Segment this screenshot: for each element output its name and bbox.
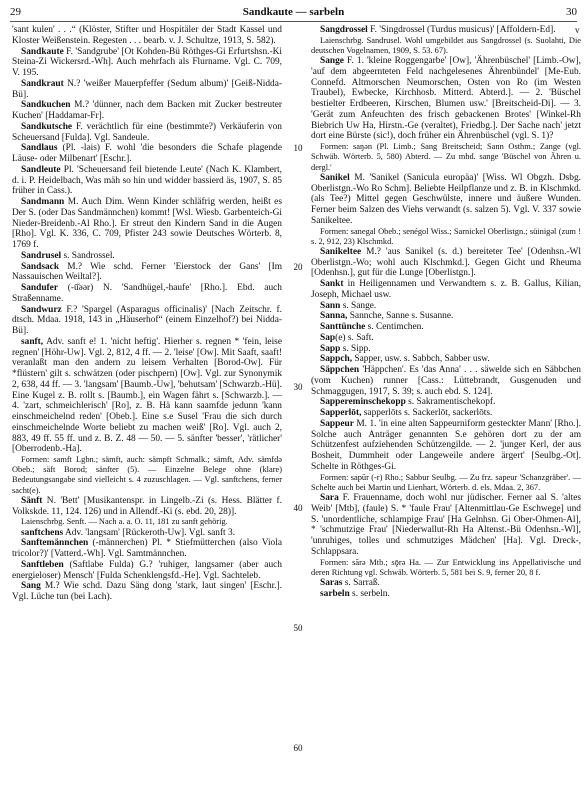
right-column: [311, 25, 581, 793]
left-column-entry: Sandlaus (Pl. -lǝis) F. wohl 'die besonders die Schafe plagende Läuse- oder Milbenart' [Eschr.].: [12, 143, 282, 164]
right-column-entry: Formen: sanegal Obeb.; senégol Wiss.; Sarnickel Oberlistgn.; süinigǝl (zum ! s. 2, 912, 23) Klschmkd.: [311, 226, 581, 246]
line-number-30: 30: [293, 382, 303, 392]
right-column-entry: Säppchen 'Häppchen'. Es 'das Anna' . . . säwelde sich en Säbbchen (vom Kuchen) runner [Cass.: Lüttebrandt, Gusgenuden und Schmaggugen, 1917, S. 39; s. auch ebd. S. 124].: [311, 365, 581, 397]
right-column-entry: Sange F. 1. 'kleine Roggengarbe' [Ow], 'Ährenbüschel' [Limb.-Ow], 'auf dem abgeernteten Feld nachgelesenes Ährenbündel' [Me-Eub. Connefd. Altmorschen Neumorschen, Osten von Ro (im Westen Traubel), Ewbecke, Kirchhosb. Mitterd. Abterd.]. — 2. 'Büschel bestielter Erdbeeren, Kirschen, Blumen usw.' [Breitscheid-Di]. — 3. 'Gerät zum Anfeuchten des frisch gebackenen Brotes' [Winkel-Rh Biebrich Uw Ha, Hirstn.-Ge (veraltet), Friedbg.]. Der Sache nach' jetzt dort eine Bürste (sic!), doch früher ein Ährenbüschel (vgl. S. 1)?: [311, 56, 581, 142]
left-column-entry: Sandkaute F. 'Sandgrube' [Ot Kohden-Bü Röthges-Gi Erfurtshsn.-Ki Steina-Zi Wickersrd.-Wh]. Auch mehrfach als Flurname. Vgl. C. 709, V. 195.: [12, 46, 282, 78]
left-column-entry: 'sant kulen' . . .“ (Klöster, Stifter und Hospitäler der Stadt Kassel und Kloster Weißenstein. Regesten . . . bearb. v. J. Schultze, 1913, S. 582).: [12, 25, 282, 46]
page-header: [10, 6, 577, 20]
page-number-right: 30: [566, 6, 577, 18]
left-column-entry: Sandrusel s. Sandrossel.: [21, 250, 115, 261]
line-number-20: 20: [293, 262, 303, 272]
right-column-entry: Santtünche s. Centimchen.: [320, 322, 424, 333]
right-column-entry: Sangdrossel F. 'Singdrossel (Turdus musicus)' [Affoldern-Ed].: [320, 25, 556, 35]
line-number-50: 50: [293, 623, 303, 633]
left-column: [12, 25, 282, 793]
right-column-entry: Sap(e) s. Saft.: [320, 332, 374, 343]
right-column-entry: Sappereminschekopp s. Sakramentischekopf.: [320, 397, 496, 408]
right-column-entry: Sappeur M. 1. 'in eine alten Sappeurniform gesteckter Mann' [Rho.]. Solche auch Anträger genannten S.e gehören dort zu der am Schützenfest aufziehenden Schützengilde. — 2. 'junger Kerl, der aus Bosheit, Dummheit oder Langeweile andere ärgert' [Seulbg.-Ot]. Schelte in Röthges-Gi.: [311, 418, 581, 472]
left-column-entry: sanft, Adv. sanft e! 1. 'nicht heftig'. Hierher s. regnen * 'fein, leise regnen' [Höhr-Uw]. Vgl. 2, 812, 4 ff. — 2. 'leise' [Ow]. Mit Saaft, saaft! veranlaßt man den andern zu leisem Verhalten [Borod-Ow]. Für *flüstern' gilt s. schwätzen (oder pischpern) [Ow]. Vgl. zur Synonymik 2, 638, 44 ff. — 3. 'langsam' [Baumb.-Uw], 'behutsam' [Schwarzb.-Hü]. Eine Kugel z. B. rollt s. [Baumb.], ein Wagen fährt s. [Schwarzb.]. — 4. 'zart, schmeichlerisch' [Ro], z. B. Hä kann saamfde jedunn 'kann einschmeichelnd reden' [Obeb.]. Eine s.e Susel 'Frau die sich durch einschmeichelnde Worte beliebt zu machen weiß' [Ro]. Vgl. auch 2, 883, 49 ff. 55 ff. und z. B. Z. 48 — 50. — 5. sänfter 'besser', 'rätlicher' [Oberrodenb.-Ha].: [12, 336, 282, 455]
left-column-entry: Sandkutsche F. verächtlich für eine (bestimmte?) Verkäuferin von Scheuersand [Fulda]. Vgl. Sandeule.: [12, 121, 282, 143]
right-column-entry: Sappch, Sapper, usw. s. Sabbch, Sabber usw.: [320, 354, 490, 365]
left-column-entry: Sanftleben (Saftlabe Fulda) G.? 'ruhiger, langsamer (aber auch energieloser) Mensch' [Fulda Schenklengsfd.-He]. Vgl. Sachteleb.: [12, 559, 282, 581]
left-column-entry: sanftchens Adv. 'langsam' [Rückeroth-Uw]. Vgl. sanft 3.: [21, 527, 236, 538]
line-number-10: 10: [293, 143, 303, 153]
left-column-entry: Sandsack M.? Wie schd. Ferner 'Eierstock der Gans' [Im Nassauischen Weiltal?].: [12, 261, 282, 283]
left-column-entry: Sanftemännchen (-männerchen) Pl. * Stiefmütterchen (also Viola tricolor?)' [Vatterd.-Wh]. Vgl. Samtmännchen.: [12, 538, 282, 560]
margin-tick: v: [575, 25, 580, 35]
right-column-entry: Sankt in Heiligennamen und Verwandtem s. z. B. Gallus, Kilian, Joseph, Michael usw.: [311, 279, 581, 300]
left-column-entry: Sandufer (-ū̆ǝǝr) N. 'Sandhügel,-haufe' [Rho.]. Ebd. auch Straßenname.: [12, 283, 282, 304]
right-column-entry: Laienschrbg. Sandrusel. Wohl umgebildet aus Sangdrossel (s. Suolahti, Die deutschen Vogelnamen, 1909, S. 53. 67).: [311, 35, 581, 55]
left-column-entry: Laienschrbg. Senft. — Nach a. a. O. 11, 181 zu sanft gehörig.: [21, 517, 228, 527]
right-column-entry: Sanna, Sannche, Sanne s. Susanne.: [320, 311, 454, 322]
line-number-60: 60: [293, 743, 303, 753]
left-column-entry: Sänft N. 'Bett' [Musikantenspr. in Lingelb.-Zi (s. Hess. Blätter f. Volkskde. 11, 124. 126) und in Allendf.-Ki (s. ebd. 20, 28)].: [12, 495, 282, 517]
right-column-entry: Formen: sārǝ Mtb.; sǭrǝ Ha. — Zur Entwicklung ins Appellativische und deren Richtung vgl. Schwäb. Wörterb. 5, 581 bei S. 9, ferner 20, 8 f.: [311, 557, 581, 577]
left-column-entry: Sandmann M. Auch Dim. Wenn Kinder schläfrig werden, heißt es Der S. (oder Das Sandmännchen) kommt! [Wsl. Wiesb. Garbenteich-Gi Nieder-Breidenb.-Al Rho.]. Er streut den Kindern Sand in die Augen [Rho]. Vgl. K. 336, C. 709, Pfister 243 sowie Deutsches Wörterb. 8, 1769 f.: [12, 197, 282, 250]
right-column-entry: Sanikeltee M.? 'aus Sanikel (s. d.) bereiteter Tee' [Odenhsn.-Wl Oberlistgn.-Wo; wohl auch Klschmkd.]. Gegen Gicht und Rheuma [Odenhsn.], gut für die Lunge [Oberlistgn.].: [311, 246, 581, 279]
right-column-entry: Sapp s. Sipp.: [320, 343, 371, 354]
right-column-entry: Sanikel M. 'Sanikel (Sanicula europäa)' [Wiss. Wl Obgzh. Dsbg. Oberlistgn.-Wo Ro Schm]. Beliebte Heilpflanze und z. B. in Klschmkd. (als Tee?) Mittel gegen Geschwülste, innere und äußere Wunden. Ferner beim Salzen des Viehs verwandt (s. salzen 5). Vgl. V. 337 sowie Sanikeltee.: [311, 172, 581, 226]
right-column-entry: Sann s. Sange.: [320, 300, 377, 311]
header-rule: [10, 21, 577, 22]
right-column-entry: Saras s. Sarraß.: [320, 577, 380, 588]
line-number-40: 40: [293, 503, 303, 513]
right-column-entry: sarbeln s. serbeln.: [320, 588, 390, 599]
left-column-entry: Sandkraut N.? 'weißer Mauerpfeffer (Sedum album)' [Geiß-Nidda-Bü].: [12, 78, 282, 100]
left-column-entry: Sandkuchen M.? 'dünner, nach dem Backen mit Zucker bestreuter Kuchen' [Haddamar-Fr].: [12, 100, 282, 121]
right-column-entry: Formen: sapūr (-r) Rho.; Sabbur Seulbg. — Zu frz. sapeur 'Schanzgräber'. — Schelte auch bei Martin und Lienhart, Wörterb. d. els. Mdaa. 2, 367.: [311, 472, 581, 492]
page-number-left: 29: [10, 6, 21, 18]
right-column-entry: Formen: saŋǝn (Pl. Limb.; Sang Breitscheid; Sann Osthm.; Zange (vgl. Schwäb. Wörterb. 5, 580) Abterd. — Zu mhd. sange 'Büschel von Ähren u. dergl.': [311, 142, 581, 172]
left-column-entry: Sang M.? Wie schd. Dazu Säng dong 'stark, laut singen' [Eschr.]. Vgl. Lüche tun (bei Lach).: [12, 581, 282, 603]
right-column-entry: Sara F. Frauenname, doch wohl nur jüdischer. Ferner aal S. 'altes Weib' [Mtb], (faule) S. * 'faule Frau' [Altenmittlau-Ge Eschwege] und S. 'unordentliche, schlampige Frau' [Ha Gelnhsn. Gi Ober-Ohmen-Al], * 'schmutzige Frau' [Niederwallut-Rh Ha Altenst.-Bü Odenhsn.-Wl], 'unruhiges, tolles und schmutziges Mädchen' [Ha]. Vgl. Dreck-, Schlappsara.: [311, 493, 581, 557]
left-column-entry: Formen: samft Lgbn.; sämft, auch: sämpft Schmalk.; sämft, Adv. sämfdǝ Obeb.; säft Borod; sänfter (5). — Einzelne Belege ohne (klare) Bedeutungsangabe sind vielleicht s. 4 zuzuschlagen. — Vgl. sanftchens, ferner sacht(e).: [12, 455, 282, 495]
left-column-entry: Sandleute Pl. 'Scheuersand feil bietende Leute' (Nach K. Klambert, d. i. P. Heidelbach, Was mäh so hin und widder bassierd äs, 1907, S. 85 früher in Cass.).: [12, 164, 282, 197]
running-title: Sandkaute — sarbeln: [242, 6, 345, 18]
right-column-entry: Sapperlōt, sapperlōts s. Sackerlōt, sackerlōts.: [320, 408, 493, 419]
left-column-entry: Sandwurz F.? 'Spargel (Asparagus officinalis)' [Nach Zeitschr. f. dtsch. Mdaa. 1918, 143 in „Häuserhof“ (einem Einzelhof?) bei Nidda-Bü].: [12, 304, 282, 336]
